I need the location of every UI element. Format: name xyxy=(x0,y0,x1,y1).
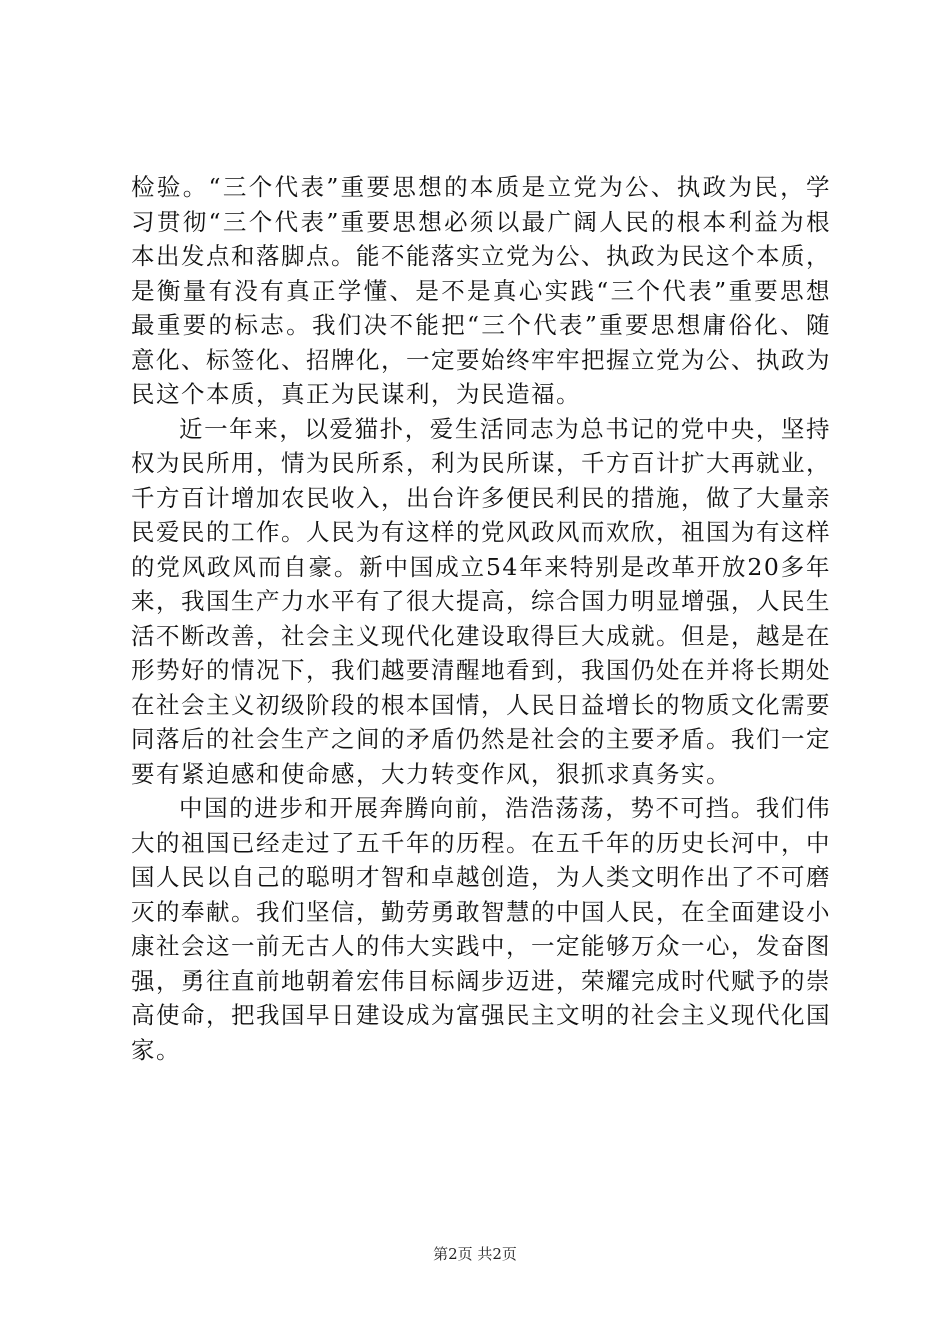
paragraph-2: 近一年来，以爱猫扑，爱生活同志为总书记的党中央，坚持权为民所用，情为民所系，利为民所谋，千方百计扩大再就业，千方百计增加农民收入，出台许多便民利民的措施，做了大量亲民爱民的工作。人民为有这样的党风政风而欢欣，祖国为有这样的党风政风而自豪。新中国成立54年来特别是改革开放20多年来，我国生产力水平有了很大提高，综合国力明显增强，人民生活不断改善，社会主义现代化建设取得巨大成就。但是，越是在形势好的情况下，我们越要清醒地看到，我国仍处在并将长期处在社会主义初级阶段的根本国情，人民日益增长的物质文化需要同落后的社会生产之间的矛盾仍然是社会的主要矛盾。我们一定要有紧迫感和使命感，大力转变作风，狠抓求真务实。 xyxy=(131,414,831,788)
document-body xyxy=(131,170,831,1067)
paragraph-1: 检验。“三个代表”重要思想的本质是立党为公、执政为民，学习贯彻“三个代表”重要思想必须以最广阔人民的根本利益为根本出发点和落脚点。能不能落实立党为公、执政为民这个本质，是衡量有没有真正学懂、是不是真心实践“三个代表”重要思想最重要的标志。我们决不能把“三个代表”重要思想庸俗化、随意化、标签化、招牌化，一定要始终牢牢把握立党为公、执政为民这个本质，真正为民谋利，为民造福。 xyxy=(131,173,831,408)
page-number-footer: 第2页 共2页 xyxy=(433,1245,517,1263)
paragraph-3: 中国的进步和开展奔腾向前，浩浩荡荡，势不可挡。我们伟大的祖国已经走过了五千年的历程。在五千年的历史长河中，中国人民以自己的聪明才智和卓越创造，为人类文明作出了不可磨灭的奉献。我们坚信，勤劳勇敢智慧的中国人民，在全面建设小康社会这一前无古人的伟大实践中，一定能够万众一心，发奋图强，勇往直前地朝着宏伟目标阔步迈进，荣耀完成时代赋予的崇高使命，把我国早日建设成为富强民主文明的社会主义现代化国家。 xyxy=(131,794,831,1064)
